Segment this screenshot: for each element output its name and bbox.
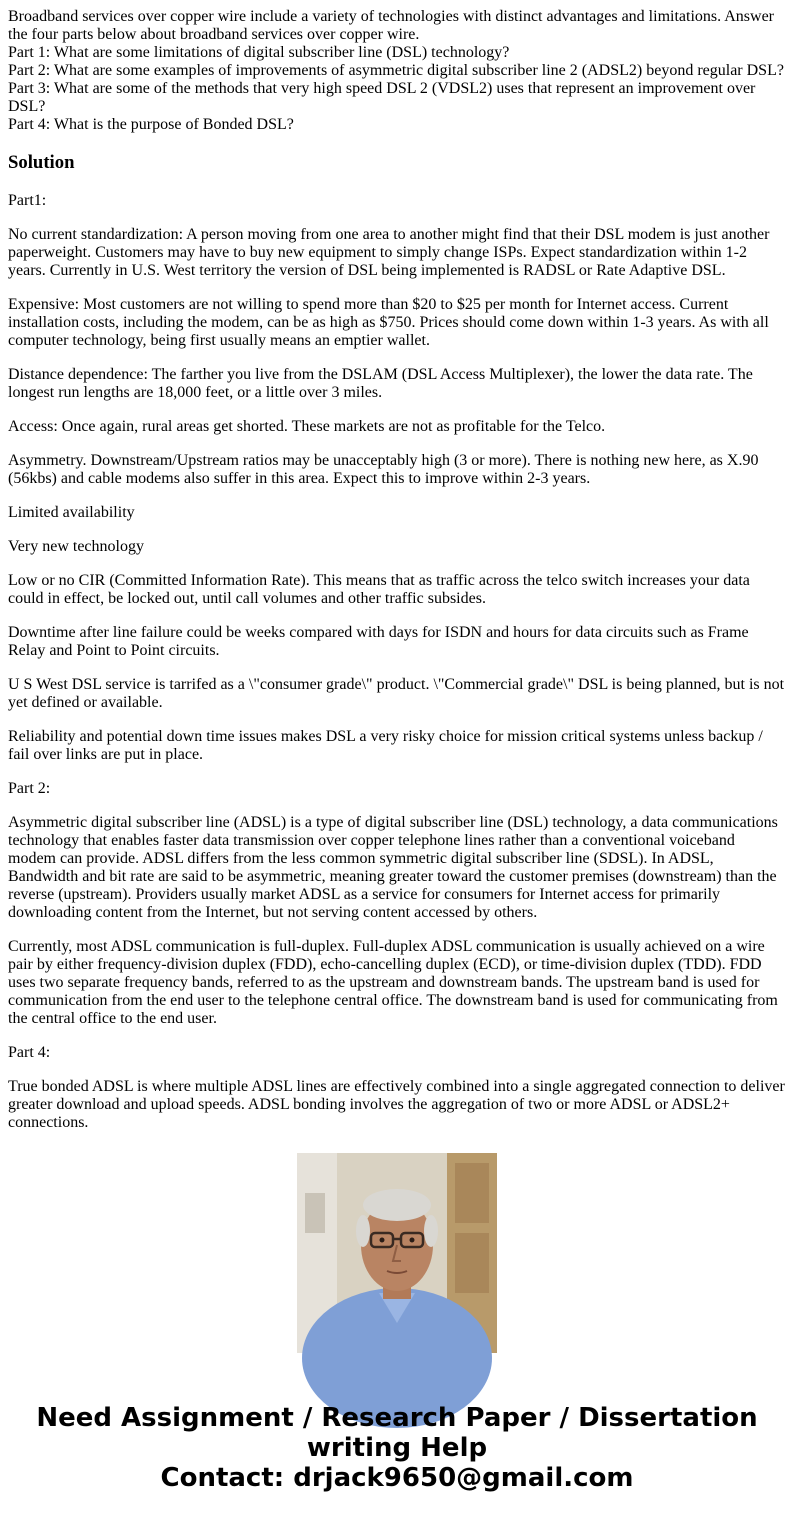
solution-paragraph: Part 2: [8,780,51,797]
solution-paragraph: Very new technology [8,538,144,555]
cta-line-1: Need Assignment / Research Paper / Dissertation [36,1403,758,1433]
question-part-2: Part 2: What are some examples of improvements of asymmetric digital subscriber line 2 (ADSL2) beyond regular DSL? [8,62,784,79]
cta-line-2: writing Help [306,1433,488,1463]
question-part-1: Part 1: What are some limitations of digital subscriber line (DSL) technology? [8,44,510,61]
solution-heading: Solution [8,152,75,173]
solution-paragraph: Distance dependence: The farther you live from the DSLAM (DSL Access Multiplexer), the lower the data rate. The longest run lengths are 18,000 feet, or a little over 3 miles. [8,366,753,401]
solution-paragraph: Downtime after line failure could be weeks compared with days for ISDN and hours for data circuits such as Frame Relay and Point to Point circuits. [8,624,749,659]
author-avatar [297,1153,497,1353]
solution-paragraph: Currently, most ADSL communication is full-duplex. Full-duplex ADSL communication is usually achieved on a wire pair by either frequency-division duplex (FDD), echo-cancelling duplex (ECD), or time-division duplex (TDD). FDD uses two separate frequency bands, referred to as the upstream and downstream bands. The upstream band is used for communication from the end user to the telephone central office. The downstream band is used for communicating from the central office to the end user. [8,938,778,1027]
author-portrait [297,1153,497,1353]
question-block [8,8,786,134]
document-content [8,8,786,1131]
solution-paragraph: Part 4: [8,1044,51,1061]
solution-paragraph: Asymmetry. Downstream/Upstream ratios may be unacceptably high (3 or more). There is nothing new here, as X.90 (56kbs) and cable modems also suffer in this area. Expect this to improve within 2-3 years. [8,452,759,487]
solution-paragraph: Low or no CIR (Committed Information Rate). This means that as traffic across the telco switch increases your data could in effect, be locked out, until call volumes and other traffic subsides. [8,572,750,607]
solution-paragraph: Expensive: Most customers are not willing to spend more than $20 to $25 per month for Internet access. Current installation costs, including the modem, can be as high as $750. Prices should come down within 1-3 years. As with all computer technology, being first usually means an emptier wallet. [8,296,769,349]
solution-paragraph: U S West DSL service is tarrifed as a \"consumer grade\" product. \"Commercial grade\" DSL is being planned, but is not yet defined or available. [8,676,785,711]
solution-paragraph: Part1: [8,192,47,209]
promo-section [0,1153,794,1493]
solution-paragraph: Access: Once again, rural areas get shorted. These markets are not as profitable for the Telco. [8,418,606,435]
contact-banner [0,1403,794,1493]
question-part-4: Part 4: What is the purpose of Bonded DSL? [8,116,294,133]
solution-paragraph: Reliability and potential down time issues makes DSL a very risky choice for mission critical systems unless backup / fail over links are put in place. [8,728,763,763]
solution-paragraph: True bonded ADSL is where multiple ADSL lines are effectively combined into a single aggregated connection to deliver greater download and upload speeds. ADSL bonding involves the aggregation of two or more ADSL or ADSL2+ connections. [8,1078,785,1131]
solution-paragraph: Asymmetric digital subscriber line (ADSL) is a type of digital subscriber line (DSL) technology, a data communications technology that enables faster data transmission over copper telephone lines rather than a conventional voiceband modem can provide. ADSL differs from the less common symmetric digital subscriber line (SDSL). In ADSL, Bandwidth and bit rate are said to be asymmetric, meaning greater toward the customer premises (downstream) than the reverse (upstream). Providers usually market ADSL as a service for consumers for Internet access for primarily downloading content from the Internet, but not serving content accessed by others. [8,814,778,921]
cta-line-3: Contact: drjack9650@gmail.com [160,1463,634,1493]
question-part-3: Part 3: What are some of the methods that very high speed DSL 2 (VDSL2) uses that represent an improvement over DSL? [8,80,756,115]
question-intro: Broadband services over copper wire include a variety of technologies with distinct advantages and limitations. Answer the four parts below about broadband services over copper wire. [8,8,774,43]
solution-paragraph: No current standardization: A person moving from one area to another might find that their DSL modem is just another paperweight. Customers may have to buy new equipment to simply change ISPs. Expect standardization within 1-2 years. Currently in U.S. West territory the version of DSL being implemented is RADSL or Rate Adaptive DSL. [8,226,770,279]
solution-paragraph: Limited availability [8,504,135,521]
solution-body [8,192,786,1132]
